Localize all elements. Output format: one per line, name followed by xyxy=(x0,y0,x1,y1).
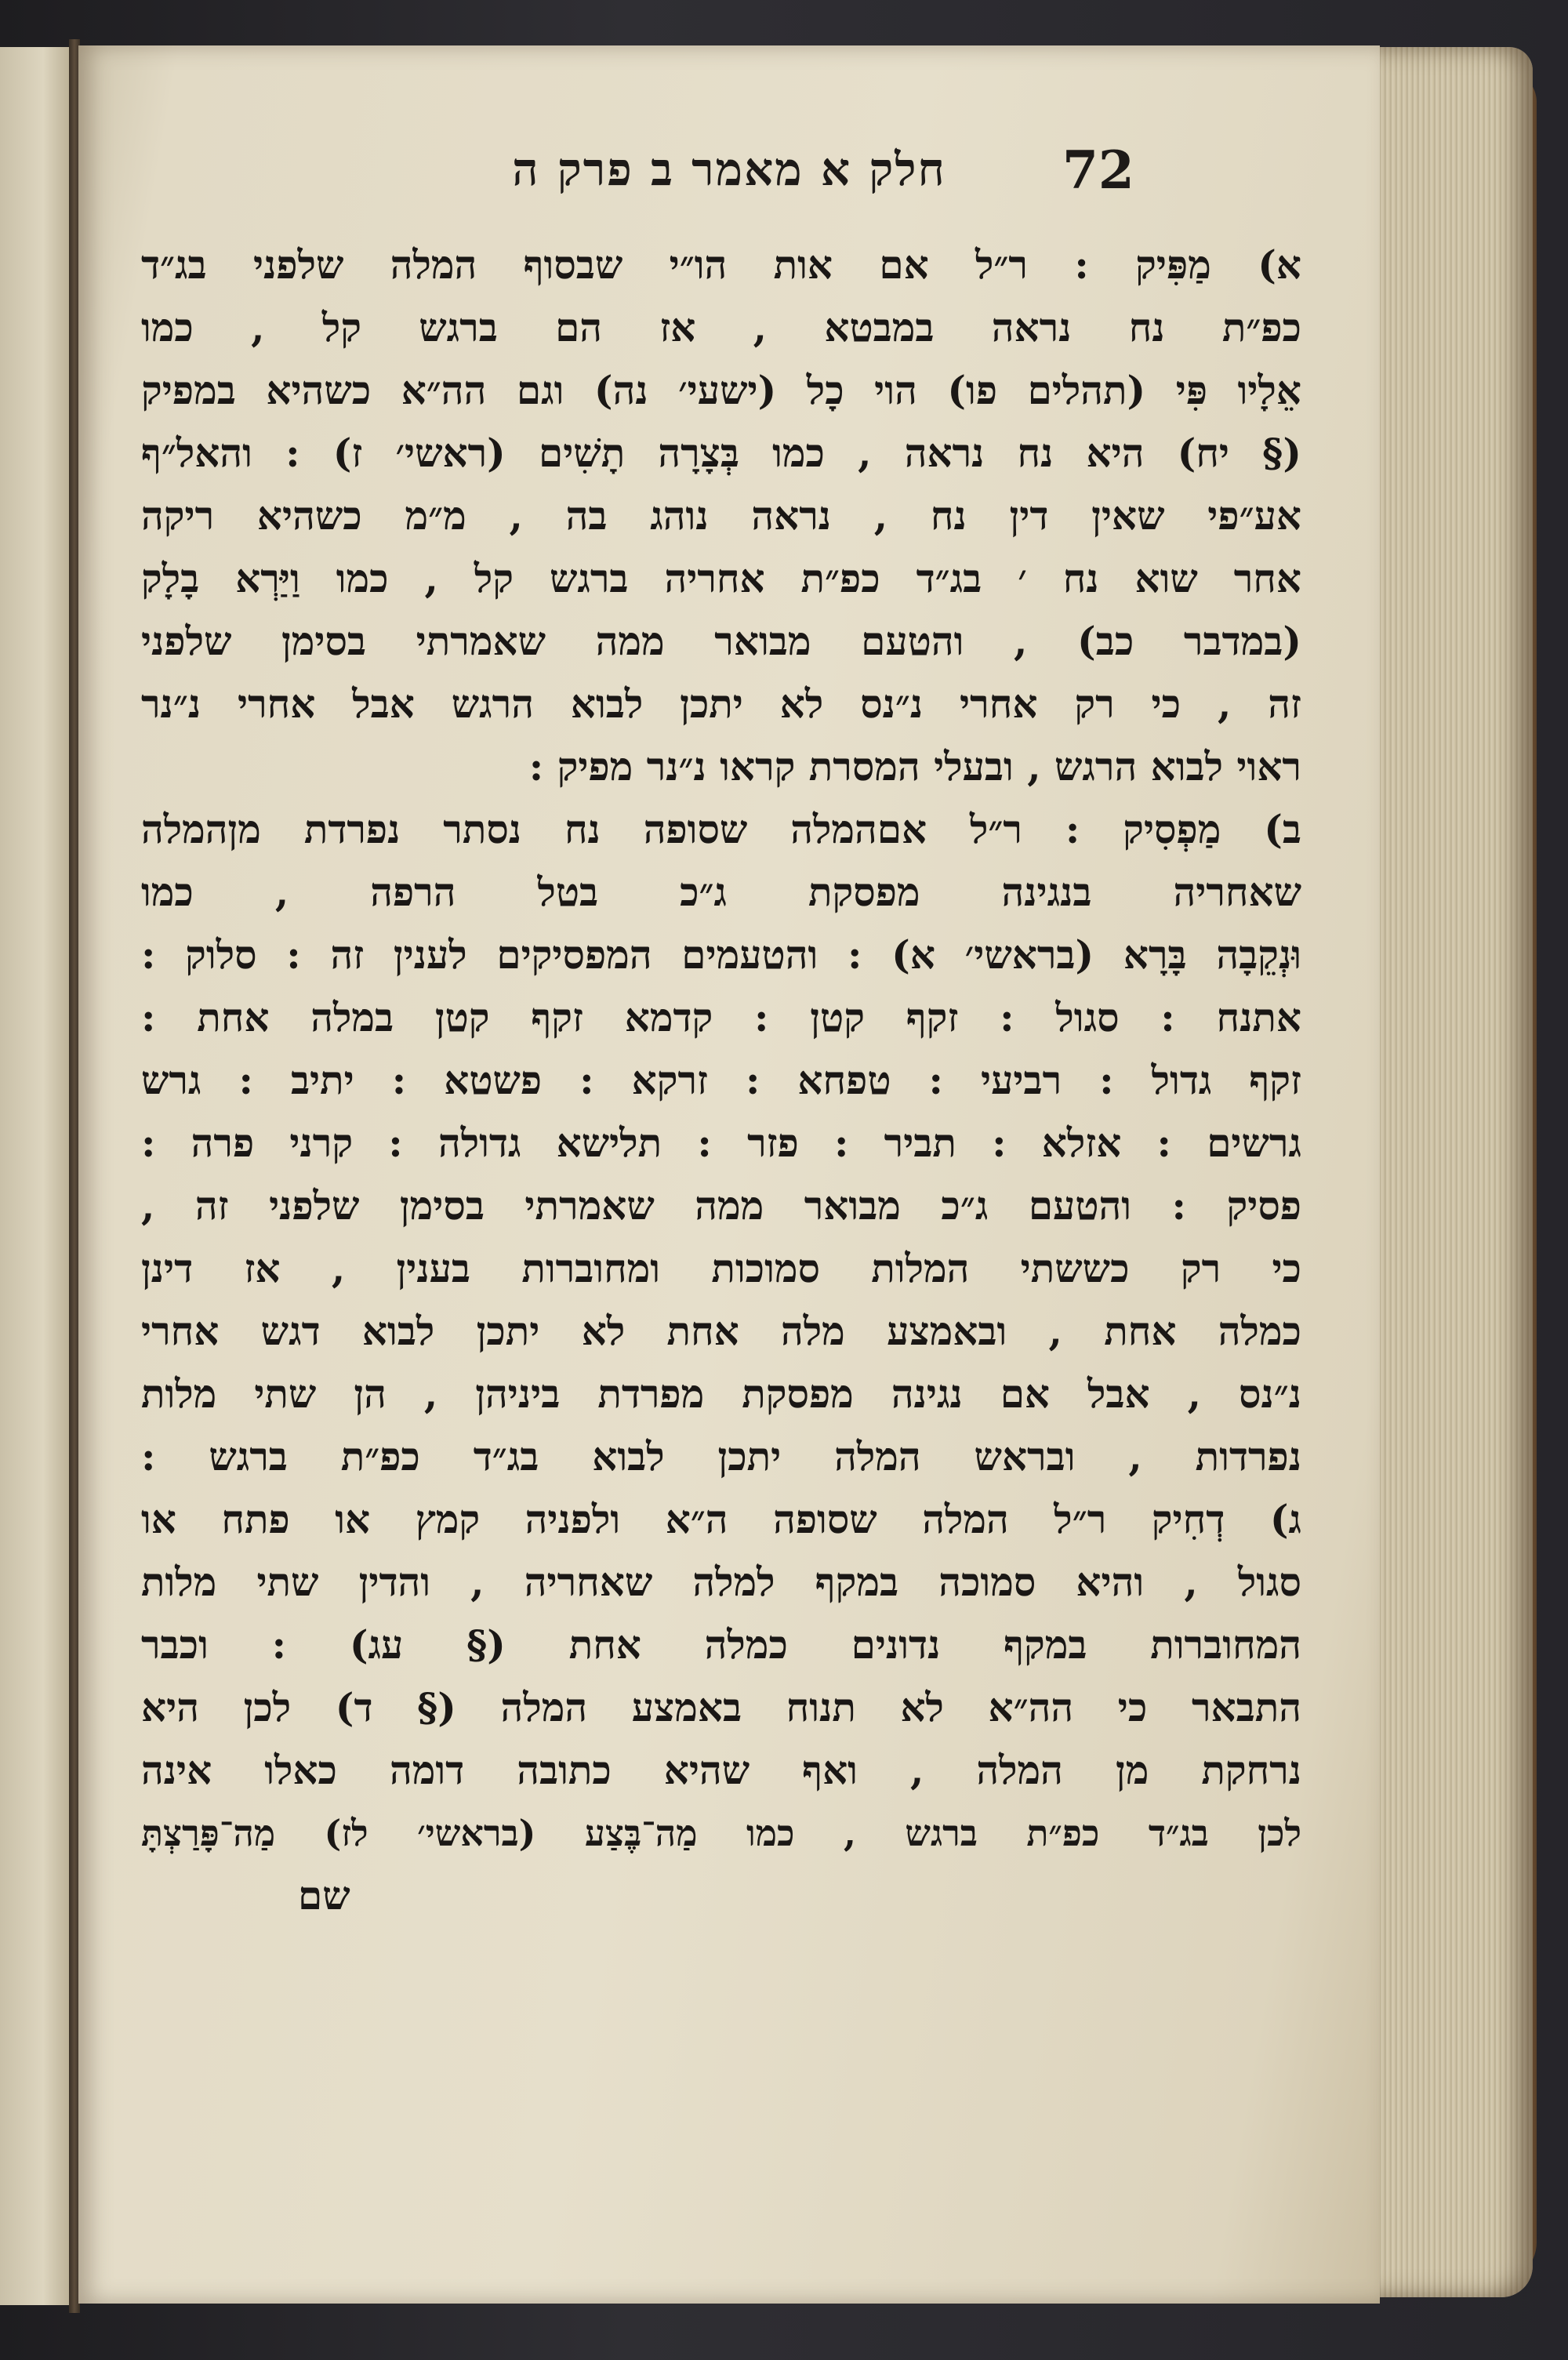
page-header xyxy=(78,140,1380,210)
text-line: נרחקת מן המלה , ואף שהיא כתובה דומה כאלו אינה xyxy=(141,1747,1301,1793)
text-line: סגול , והיא סמוכה במקף למלה שאחריה , והדין שתי מלות xyxy=(141,1559,1301,1605)
text-line: ראוי לבוא הרגש , ובעלי המסרת קראו נ״נר מפיק : xyxy=(528,743,1301,790)
text-line: ג) דְחִיק ר״ל המלה שסופה ה״א ולפניה קמץ או פתח או xyxy=(141,1496,1301,1542)
body-text xyxy=(141,234,1301,1927)
text-line: התבאר כי הה״א לא תנוח באמצע המלה (§ ד) לכן היא xyxy=(141,1684,1301,1730)
previous-page-sliver xyxy=(0,47,74,2305)
text-line: נפרדות , ובראש המלה יתכן לבוא בג״ד כפ״ת ברגש : xyxy=(141,1433,1301,1480)
text-line: (§ יח) היא נח נראה , כמו בְּצָרָה תָשִׁים (ראשי׳ ז) : והאל״ף xyxy=(141,430,1301,476)
text-line: אחר שוא נח ׳ בג״ד כפ״ת אחריה ברגש קל , כמו וַיַּרְא בָלָק xyxy=(141,555,1301,601)
text-line: אֵלָיו פִּי (תהלים פו) הוי כָל (ישעי׳ נה) וגם הה״א כשהיא במפיק xyxy=(141,367,1301,413)
text-line: ב) מַפְסִיק : ר״ל אםהמלה שסופה נח נסתר נפרדת מןהמלה xyxy=(141,806,1301,852)
text-line: גרשים : אזלא : תביר : פזר : תלישא גדולה : קרני פרה : xyxy=(141,1120,1301,1166)
page-edges xyxy=(1376,47,1533,2297)
text-line: א) מַפִּיק : ר״ל אם אות הו״י שבסוף המלה שלפני בג״ד xyxy=(141,241,1301,288)
text-line: זה , כי רק אחרי נ״נס לא יתכן לבוא הרגש אבל אחרי נ״נר xyxy=(141,681,1301,727)
page-number: 72 xyxy=(1062,140,1134,201)
text-line: כי רק כששתי המלות סמוכות ומחוברות בענין , אז דינן xyxy=(141,1245,1301,1291)
text-line: כמלה אחת , ובאמצע מלה אחת לא יתכן לבוא דגש אחרי xyxy=(141,1308,1301,1354)
text-line: המחוברות במקף נדונים כמלה אחת (§ עג) : וכבר xyxy=(141,1621,1301,1668)
text-line: אתנח : סגול : זקף קטן : קדמא זקף קטן במלה אחת : xyxy=(141,994,1301,1040)
text-line: כפ״ת נח נראה במבטא , אז הם ברגש קל , כמו xyxy=(141,304,1301,350)
text-line: לכן בג״ד כפ״ת ברגש , כמו מַה־בֶּצַע (בראשי׳ לז) מַה־פָּרַצְתָּ xyxy=(141,1812,1301,1854)
text-line: פסיק : והטעם ג״כ מבואר ממה שאמרתי בסימן שלפני זה , xyxy=(141,1182,1301,1229)
text-line: וּנְקֵבָה בָּרָא (בראשי׳ א) : והטעמים המפסיקים לענין זה : סלוק : xyxy=(141,931,1301,978)
text-line: זקף גדול : רביעי : טפחא : זרקא : פשטא : יתיב : גרש xyxy=(141,1057,1301,1103)
text-line: אע״פי שאין דין נח , נראה נוהג בה , מ״מ כשהיא ריקה xyxy=(141,492,1301,539)
book-page xyxy=(78,45,1380,2304)
text-line: נ״נס , אבל אם נגינה מפסקת מפרדת ביניהן , הן שתי מלות xyxy=(141,1371,1301,1417)
text-line: שאחריה בנגינה מפסקת ג״כ בטל הרפה , כמו xyxy=(141,869,1301,915)
running-head: חלק א מאמר ב פרק ה xyxy=(512,143,946,196)
text-line: (במדבר כב) , והטעם מבואר ממה שאמרתי בסימן שלפני xyxy=(141,618,1301,664)
catchword: שם xyxy=(298,1872,350,1919)
